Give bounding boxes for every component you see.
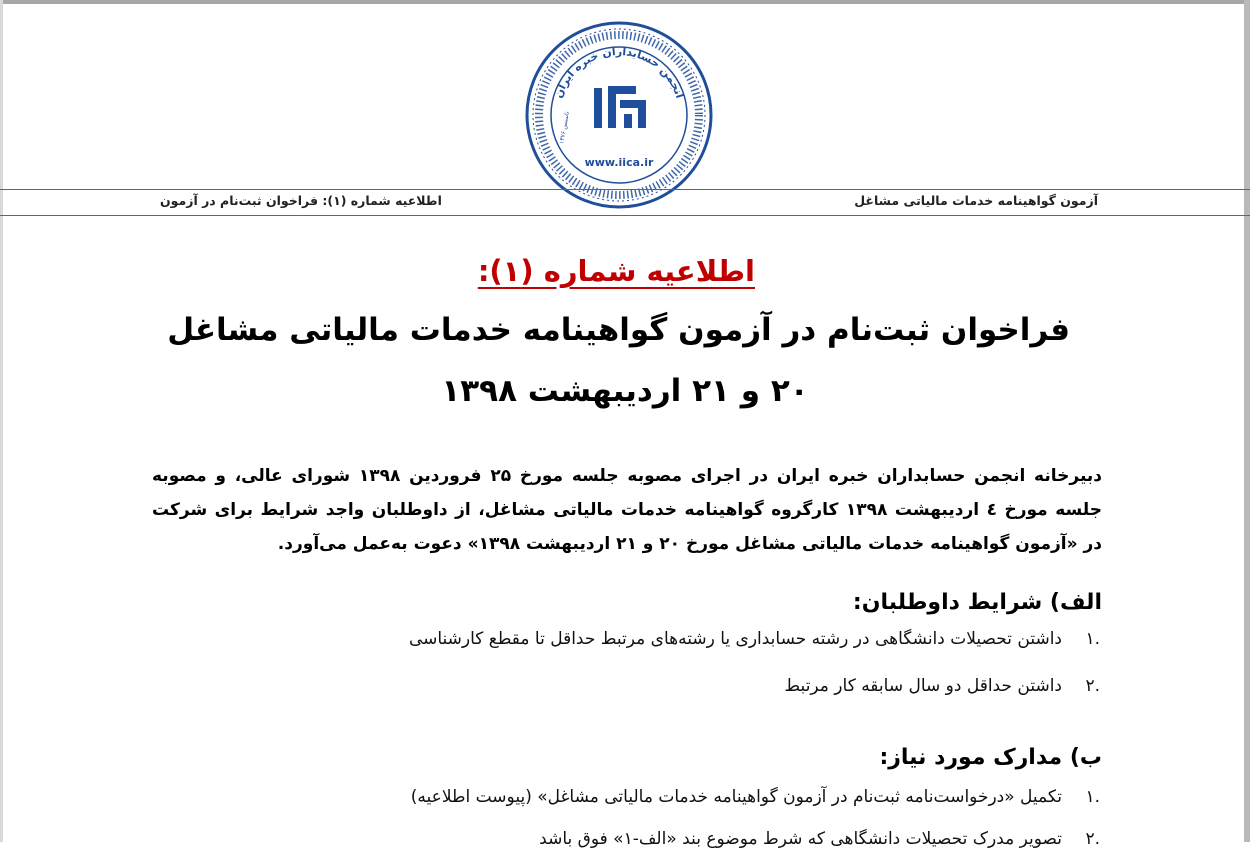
header-rule-bottom xyxy=(0,215,1250,216)
list-item xyxy=(539,829,1100,849)
window-scrollbar-edge xyxy=(1244,0,1250,842)
list-item-number: ۲. xyxy=(1085,676,1100,696)
window-top-border xyxy=(0,0,1250,4)
list-item xyxy=(410,787,1100,807)
logo-arc-text: انجمن حسابداران خبره ایران xyxy=(551,44,687,100)
main-title-line2: ۲۰ و ۲۱ اردیبهشت ۱۳۹۸ xyxy=(441,373,809,409)
window-left-border xyxy=(0,0,3,842)
list-item-text: داشتن حداقل دو سال سابقه کار مرتبط xyxy=(784,676,1062,696)
main-title-line1: فراخوان ثبت‌نام در آزمون گواهینامه خدمات مالیاتی مشاغل xyxy=(167,312,1070,348)
list-item xyxy=(408,629,1100,649)
running-header-exam-title: آزمون گواهینامه خدمات مالیاتی مشاغل xyxy=(854,193,1098,208)
list-item-text: تصویر مدرک تحصیلات دانشگاهی که شرط موضوع بند «الف-۱» فوق باشد xyxy=(539,829,1062,849)
running-header-notice-title: اطلاعیه شماره (۱): فراخوان ثبت‌نام در آزمون xyxy=(160,193,442,208)
header-rule-top xyxy=(0,189,1250,190)
logo-side-text: تاسیس ۱۳۷۶ xyxy=(558,110,571,145)
notice-number-title: اطلاعیه شماره (۱): xyxy=(477,254,755,288)
list-item xyxy=(784,676,1100,696)
iica-logo-seal xyxy=(524,20,714,210)
list-item-text: تکمیل «درخواست‌نامه ثبت‌نام در آزمون گواهینامه خدمات مالیاتی مشاغل» (پیوست اطلاعیه) xyxy=(410,787,1062,807)
section-b-title: ب) مدارک مورد نیاز: xyxy=(879,745,1102,770)
section-a-title: الف) شرایط داوطلبان: xyxy=(852,590,1102,615)
list-item-number: ۱. xyxy=(1085,629,1100,649)
logo-website: www.iica.ir xyxy=(584,156,654,169)
list-item-number: ۱. xyxy=(1085,787,1100,807)
list-item-text: داشتن تحصیلات دانشگاهی در رشته حسابداری یا رشته‌های مرتبط حداقل تا مقطع کارشناسی xyxy=(408,629,1062,649)
list-item-number: ۲. xyxy=(1085,829,1100,849)
intro-paragraph: دبیرخانه انجمن حسابداران خبره ایران در اجرای مصوبه جلسه مورخ ۲۵ فروردین ۱۳۹۸ شورای عالی، و مصوبه جلسه مورخ ٤ اردیبهشت ۱۳۹۸ کارگروه گواهینامه خدمات مالیاتی مشاغل، از داوطلبان واجد شرایط برای شرکت در «آزمون گواهینامه خدمات مالیاتی مشاغل مورخ ۲۰ و ۲۱ اردیبهشت ۱۳۹۸» دعوت به‌عمل می‌آورد. xyxy=(152,466,1102,554)
